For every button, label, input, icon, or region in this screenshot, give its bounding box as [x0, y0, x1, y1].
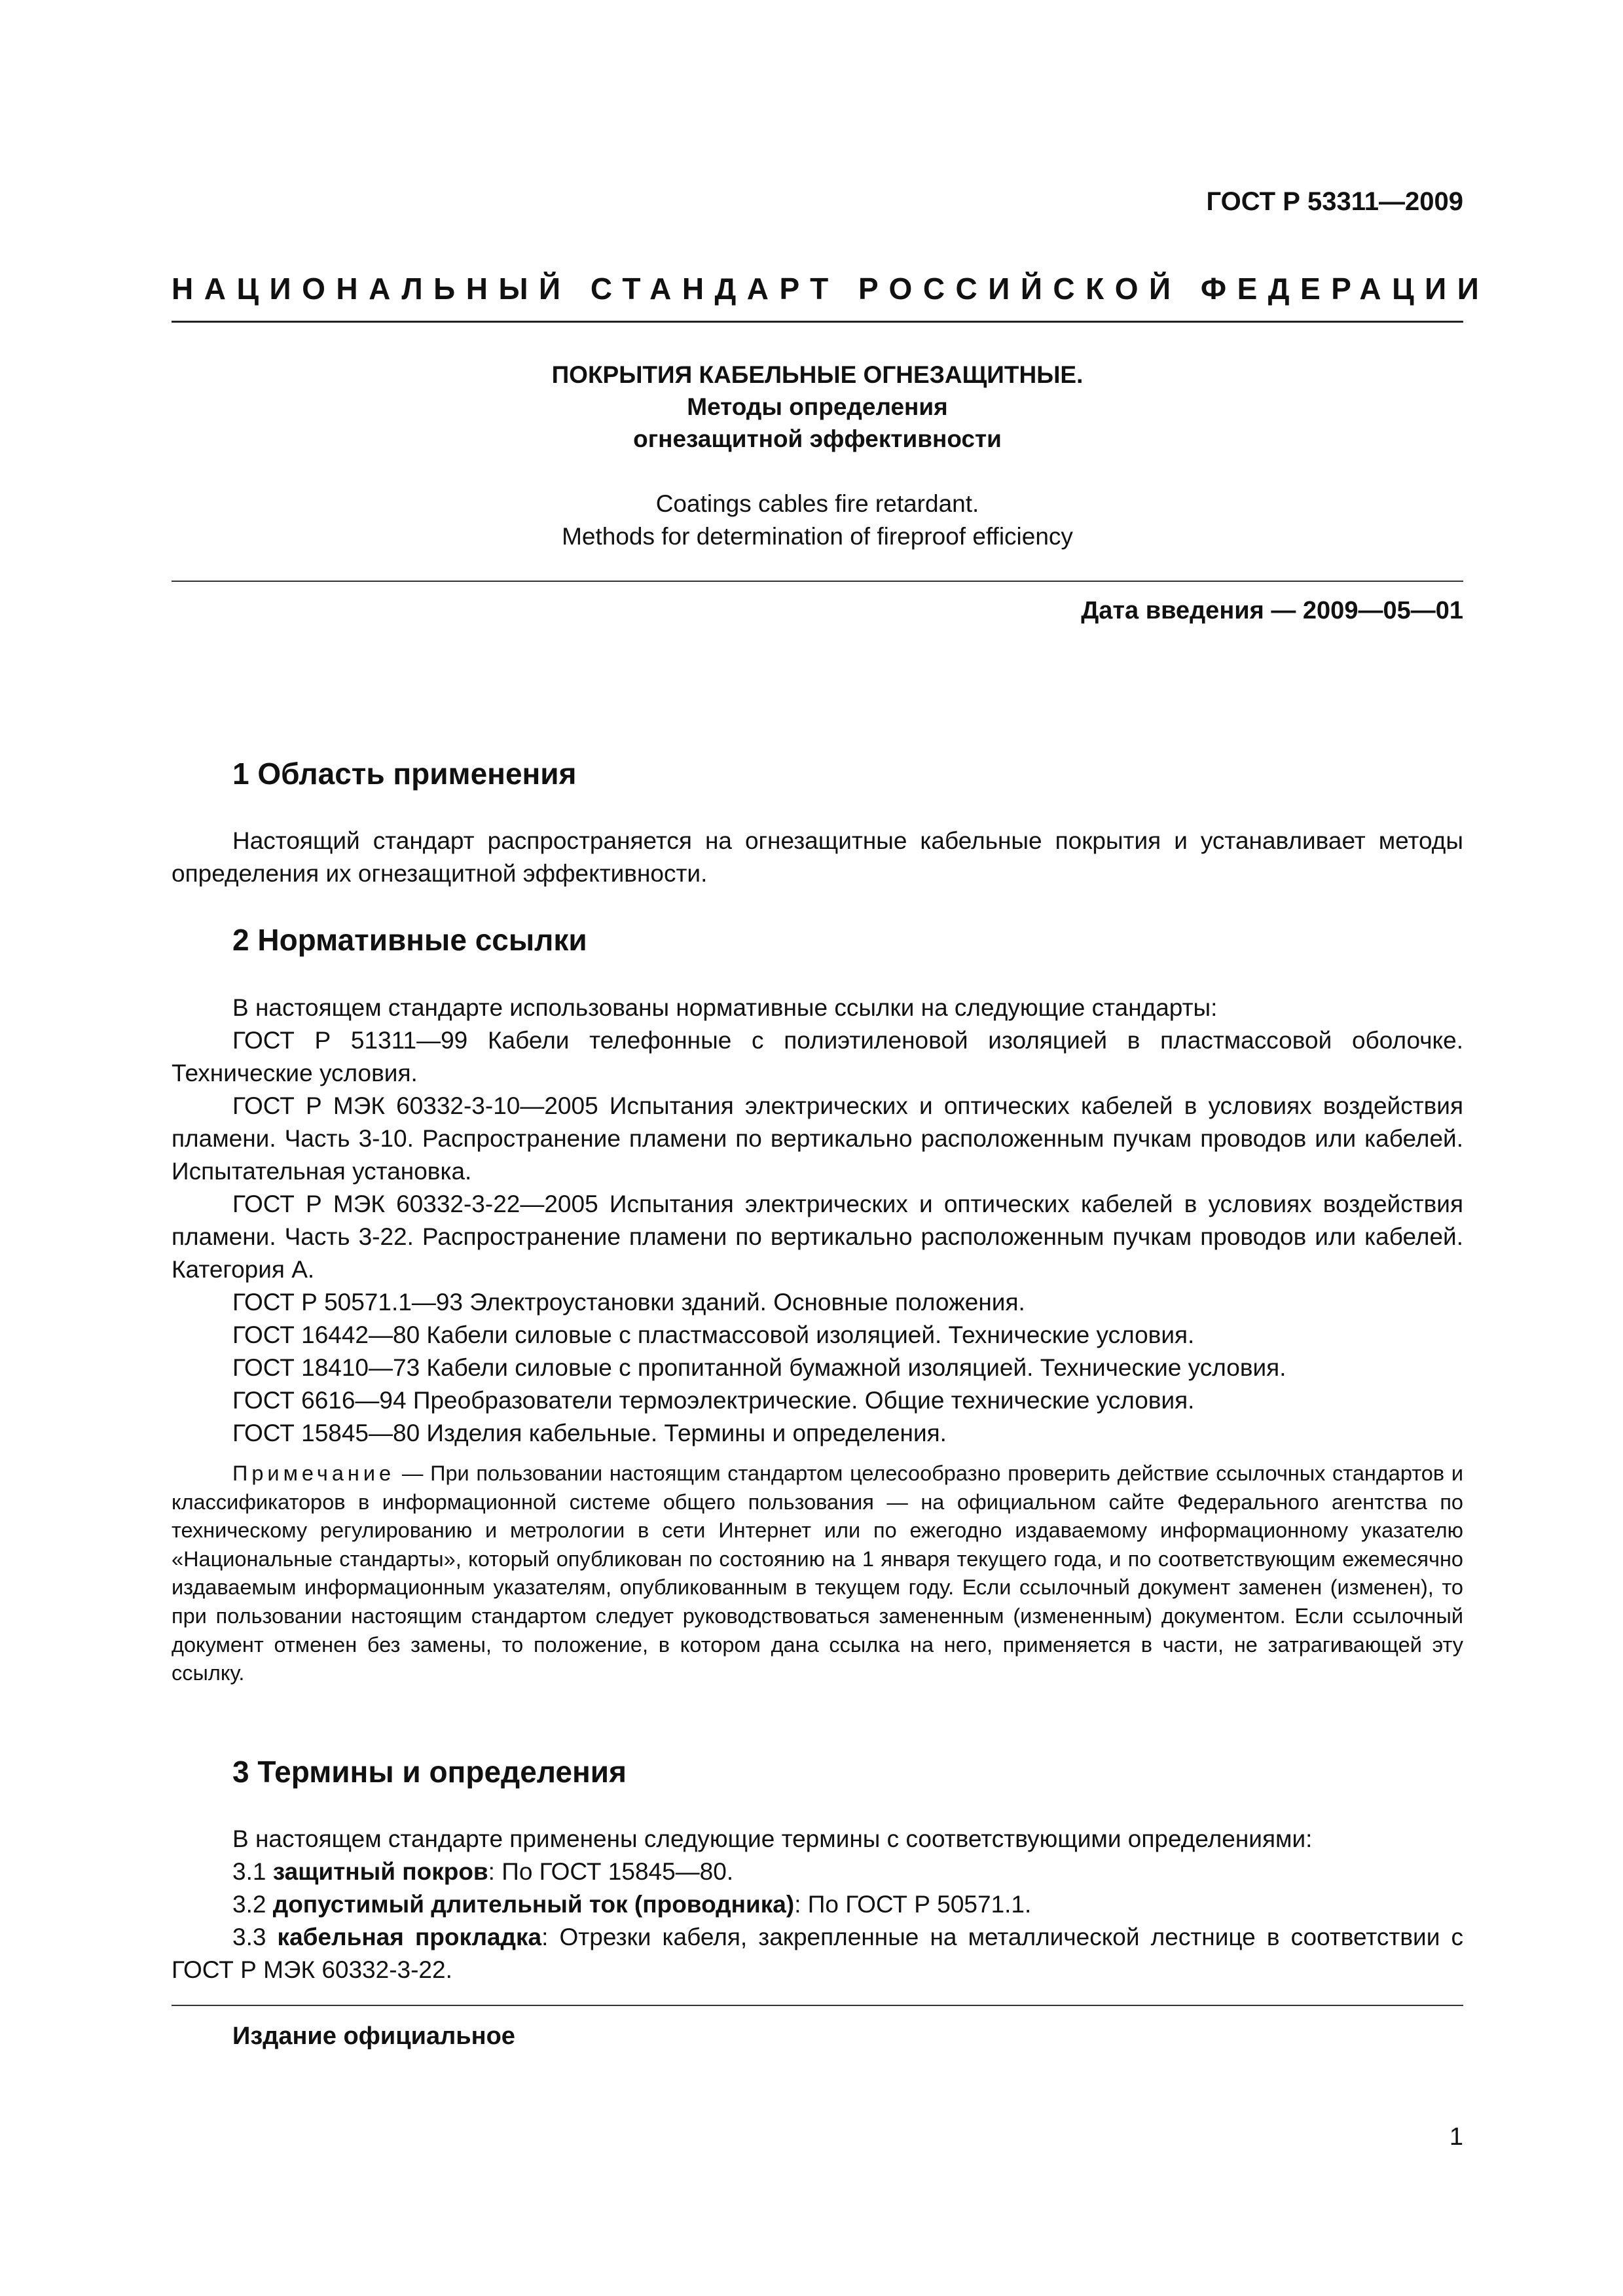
introduction-date: Дата введения — 2009—05—01: [1081, 597, 1463, 624]
reference-item: ГОСТ Р МЭК 60332-3-10—2005 Испытания электрических и оптических кабелей в условиях воздействия пламени. Часть 3-10. Распространение пламени по вертикально расположенным пучкам проводов или кабелей. Испытательная установка.: [172, 1092, 1463, 1185]
english-title-line: Coatings cables fire retardant.: [655, 490, 979, 517]
term-name: допустимый длительный ток (проводника): [272, 1891, 795, 1918]
footer-rule: [172, 2005, 1463, 2006]
term-definition-text: : По ГОСТ Р 50571.1.: [794, 1891, 1032, 1918]
section-2-heading: 2 Нормативные ссылки: [232, 923, 587, 957]
reference-item: ГОСТ 16442—80 Кабели силовые с пластмассовой изоляцией. Технические условия.: [232, 1321, 1195, 1348]
header-rule: [172, 321, 1463, 323]
section-3-lead: В настоящем стандарте применены следующие термины с соответствующими определениями:: [232, 1825, 1313, 1852]
term-number: 3.1: [232, 1858, 273, 1885]
reference-item: ГОСТ 18410—73 Кабели силовые с пропитанной бумажной изоляцией. Технические условия.: [232, 1354, 1286, 1381]
reference-item: ГОСТ 15845—80 Изделия кабельные. Термины и определения.: [232, 1420, 947, 1446]
section-3-heading: 3 Термины и определения: [232, 1755, 627, 1789]
note-text: — При пользовании настоящим стандартом целесообразно проверить действие ссылочных стандартов и классификаторов в информационной системе общего пользования — на официальном сайте Федерального агентства по техническому регулированию и метрологии в сети Интернет или по ежегодно издаваемому информационному указателю «Национальные стандарты», который опубликован по состоянию на 1 января текущего года, и по соответствующим ежемесячно издаваемым информационным указателям, опубликованным в текущем году. Если ссылочный документ заменен (изменен), то при пользовании настоящим стандартом следует руководствоваться замененным (измененным) документом. Если ссылочный документ отменен без замены, то положение, в котором дана ссылка на него, применяется в части, не затрагивающей эту ссылку.: [172, 1462, 1463, 1685]
page-number: 1: [1449, 2123, 1463, 2151]
title-rule: [172, 581, 1463, 582]
reference-item: ГОСТ Р 51311—99 Кабели телефонные с полиэтиленовой изоляцией в пластмассовой оболочке. Технические условия.: [172, 1027, 1463, 1086]
doc-number: ГОСТ Р 53311—2009: [1206, 187, 1463, 216]
document-page: [172, 0, 1490, 2296]
term-number: 3.2: [232, 1891, 273, 1918]
russian-title-line: ПОКРЫТИЯ КАБЕЛЬНЫЕ ОГНЕЗАЩИТНЫЕ.: [551, 361, 1084, 388]
russian-title-line: огнезащитной эффективности: [633, 425, 1002, 452]
reference-item: ГОСТ Р 50571.1—93 Электроустановки зданий. Основные положения.: [232, 1289, 1025, 1316]
reference-item: ГОСТ Р МЭК 60332-3-22—2005 Испытания электрических и оптических кабелей в условиях воздействия пламени. Часть 3-22. Распространение пламени по вертикально расположенным пучкам проводов или кабелей. Категория А.: [172, 1191, 1463, 1283]
term-name: защитный покров: [272, 1858, 488, 1885]
reference-item: ГОСТ 6616—94 Преобразователи термоэлектрические. Общие технические условия.: [232, 1387, 1195, 1414]
term-definition-text: : Отрезки кабеля, закрепленные на металлической лестнице в соответствии с ГОСТ Р МЭК 60332-3-22.: [172, 1924, 1463, 1983]
section-1-heading: 1 Область применения: [232, 757, 577, 791]
term-definition: [172, 1856, 1463, 1888]
russian-title: [172, 359, 1463, 455]
english-title-line: Methods for determination of fireproof efficiency: [562, 523, 1073, 550]
note-paragraph: [172, 1460, 1463, 1688]
section-2-lead: В настоящем стандарте использованы нормативные ссылки на следующие стандарты:: [232, 994, 1218, 1021]
term-definition: [172, 1921, 1463, 1986]
term-number: 3.3: [232, 1924, 278, 1950]
term-name: кабельная прокладка: [277, 1924, 542, 1950]
national-standard-title: НАЦИОНАЛЬНЫЙ СТАНДАРТ РОССИЙСКОЙ ФЕДЕРАЦИИ: [172, 272, 1490, 306]
english-title: [172, 488, 1463, 553]
term-definition-text: : По ГОСТ 15845—80.: [488, 1858, 734, 1885]
section-1-text: Настоящий стандарт распространяется на огнезащитные кабельные покрытия и устанавливает методы определения их огнезащитной эффективности.: [172, 827, 1463, 887]
official-edition-label: Издание официальное: [232, 2022, 515, 2050]
note-label: Примечание: [232, 1462, 395, 1485]
term-definition: [172, 1888, 1463, 1921]
russian-title-line: Методы определения: [687, 393, 948, 420]
